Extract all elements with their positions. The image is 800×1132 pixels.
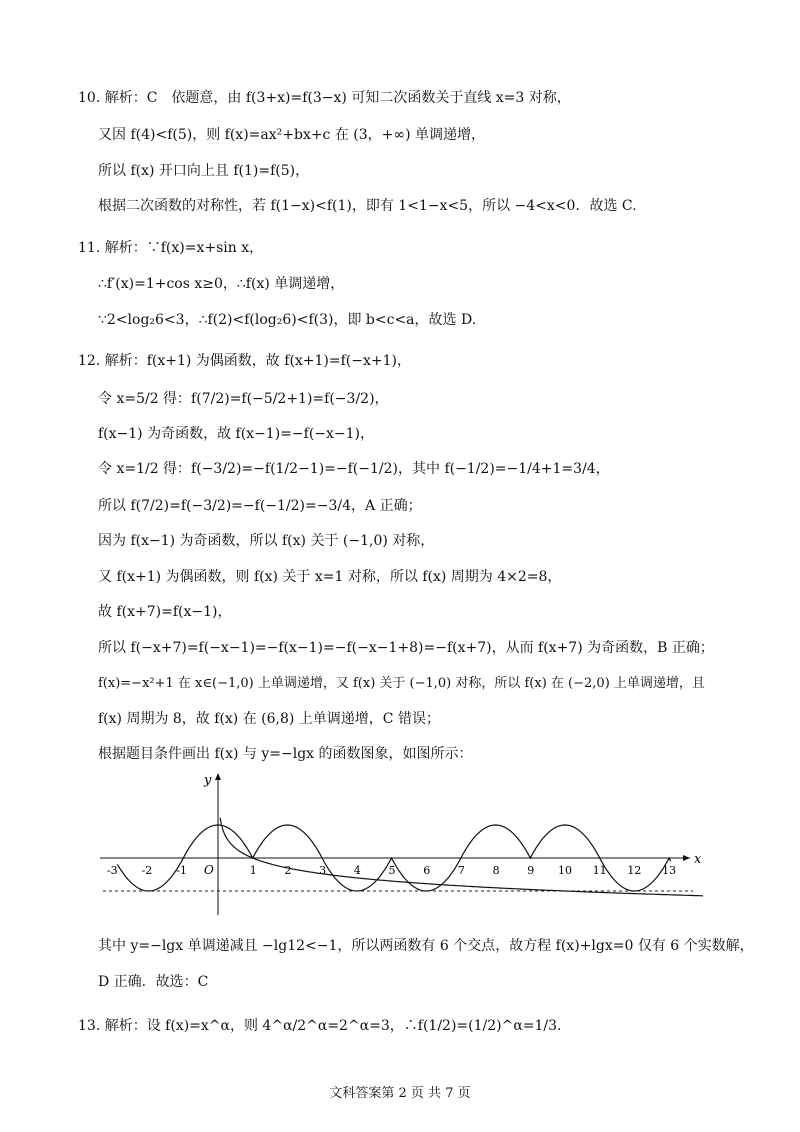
problem-12-line-11: f(x) 周期为 8，故 f(x) 在 (6,8) 上单调递增，C 错误； — [98, 711, 440, 727]
problem-12-line-8: 故 f(x+7)=f(x−1)， — [98, 604, 232, 620]
problem-12-line-12: 根据题目条件画出 f(x) 与 y=−lgx 的函数图象，如图所示： — [98, 746, 473, 762]
x-tick-label: 2 — [284, 864, 292, 877]
x-tick-label: 7 — [457, 864, 465, 877]
x-tick-label: 11 — [592, 864, 607, 877]
problem-11-number: 11. — [78, 240, 101, 256]
x-tick-label: 10 — [558, 864, 572, 877]
x-tick-label: 12 — [627, 864, 642, 877]
origin-label: O — [204, 863, 214, 877]
problem-10-line-2: 又因 f(4)<f(5)，则 f(x)=ax²+bx+c 在 (3，+∞) 单调递增， — [98, 127, 485, 143]
x-tick-label: 3 — [319, 864, 327, 877]
problem-12-line-7: 又 f(x+1) 为偶函数，则 f(x) 关于 x=1 对称，所以 f(x) 周期为 4×2=8， — [98, 569, 562, 585]
x-tick-label: 5 — [388, 864, 396, 877]
x-tick-label: 9 — [527, 864, 535, 877]
problem-11-line-2: ∴f′(x)=1+cos x≥0，∴f(x) 单调递增， — [98, 276, 345, 292]
problem-12-line-10: f(x)=−x²+1 在 x∈(−1,0) 上单调递增，又 f(x) 关于 (−1,0) 对称，所以 f(x) 在 (−2,0) 上单调递增，且 — [98, 676, 705, 691]
problem-11-line-1: 11. 解析：∵f(x)=x+sin x， — [78, 240, 264, 256]
problem-12-number: 12. — [78, 353, 101, 369]
x-tick-label: 6 — [423, 864, 431, 877]
problem-12-line-2: 令 x=5/2 得：f(7/2)=f(−5/2+1)=f(−3/2)， — [98, 391, 389, 407]
x-axis-label: x — [694, 852, 702, 867]
x-tick-label: -1 — [176, 864, 188, 877]
problem-10-line-3: 所以 f(x) 开口向上且 f(1)=f(5)， — [98, 163, 310, 179]
x-tick-label: -2 — [141, 864, 153, 877]
x-tick-label: 1 — [249, 864, 257, 877]
problem-12-line-14: D 正确．故选：C — [98, 974, 209, 990]
x-tick-label: -3 — [106, 864, 118, 877]
x-axis-arrow — [683, 855, 690, 861]
problem-12-line-5: 所以 f(7/2)=f(−3/2)=−f(−1/2)=−3/4，A 正确； — [98, 498, 422, 514]
problem-13-number: 13. — [78, 1018, 101, 1034]
problem-12-line-6: 因为 f(x−1) 为奇函数，所以 f(x) 关于 (−1,0) 对称， — [98, 533, 435, 549]
y-axis-arrow — [215, 773, 221, 780]
x-tick-label: 13 — [662, 864, 677, 877]
problem-12-line-13: 其中 y=−lgx 单调递减且 −lg12<−1，所以两函数有 6 个交点，故方程 f(x)+lgx=0 仅有 6 个实数解， — [98, 938, 754, 954]
problem-10-line-1: 10. 解析：C 依题意，由 f(3+x)=f(3−x) 可知二次函数关于直线 x=3 对称， — [78, 90, 571, 106]
page-footer: 文科答案第 2 页 共 7 页 — [329, 1086, 471, 1101]
function-graph — [98, 770, 703, 920]
problem-12-line-1: 12. 解析：f(x+1) 为偶函数，故 f(x+1)=f(−x+1)， — [78, 353, 411, 369]
x-tick-label: 8 — [492, 864, 500, 877]
x-tick-label: 4 — [353, 864, 361, 877]
problem-12-line-4: 令 x=1/2 得：f(−3/2)=−f(1/2−1)=−f(−1/2)，其中 f(−1/2)=−1/4+1=3/4， — [98, 461, 610, 477]
y-axis-label: y — [204, 773, 212, 788]
problem-10-number: 10. — [78, 90, 101, 106]
problem-10-line-4: 根据二次函数的对称性，若 f(1−x)<f(1)，即有 1<1−x<5，所以 −4<x<0．故选 C. — [98, 198, 637, 214]
problem-12-line-9: 所以 f(−x+7)=f(−x−1)=−f(x−1)=−f(−x−1+8)=−f(x+7)，从而 f(x+7) 为奇函数，B 正确； — [98, 640, 714, 656]
problem-11-line-3: ∵2<log₂6<3，∴f(2)<f(log₂6)<f(3)，即 b<c<a，故选 D. — [98, 312, 477, 328]
problem-12-line-3: f(x−1) 为奇函数，故 f(x−1)=−f(−x−1)， — [98, 426, 375, 442]
problem-13-line-1: 13. 解析：设 f(x)=x^α，则 4^α/2^α=2^α=3，∴f(1/2)=(1/2)^α=1/3. — [78, 1018, 562, 1034]
